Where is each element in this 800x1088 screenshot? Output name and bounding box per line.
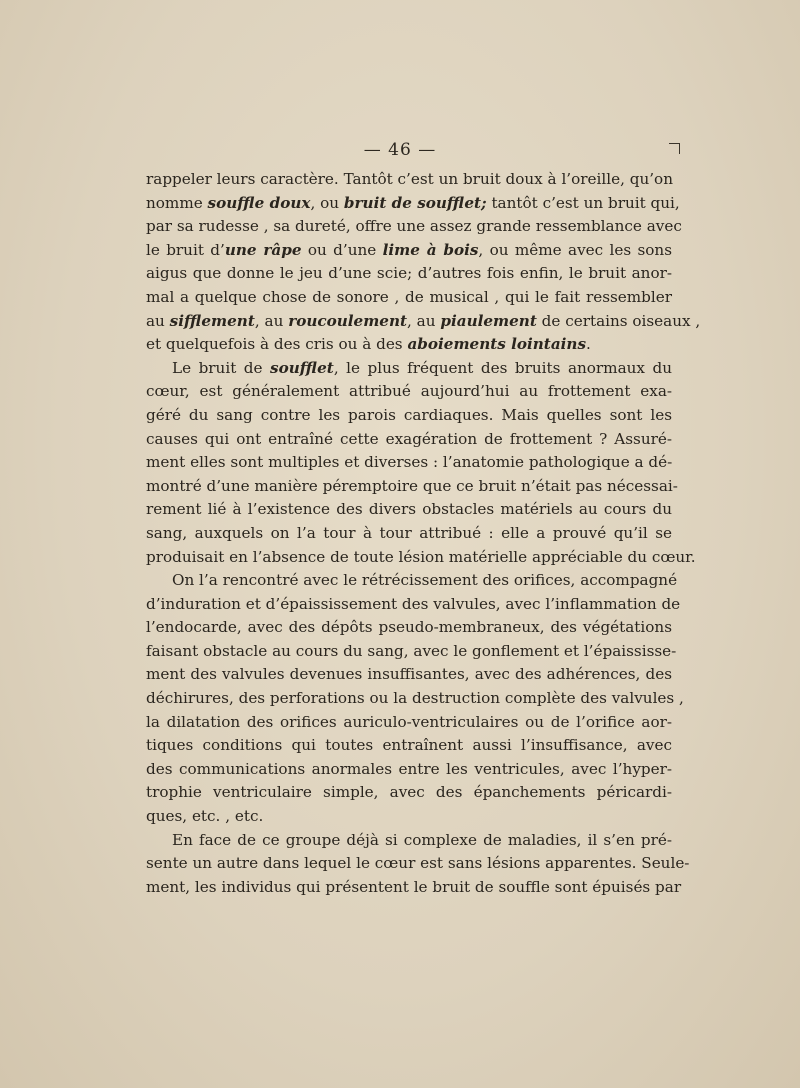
text-run: tiques conditions qui toutes entraînent aussi l’insuffisance, avec bbox=[146, 736, 672, 755]
text-run: mal a quelque chose de sonore , de musical , qui le fait ressembler bbox=[146, 287, 672, 306]
italic-phrase: soufflet bbox=[270, 358, 334, 377]
text-line bbox=[146, 522, 672, 546]
text-line bbox=[146, 404, 672, 428]
text-line bbox=[146, 546, 696, 570]
text-line bbox=[146, 805, 672, 829]
text-line bbox=[146, 286, 672, 310]
italic-phrase: aboiements lointains bbox=[407, 335, 587, 354]
text-line bbox=[146, 428, 672, 452]
italic-phrase: lime à bois bbox=[382, 240, 479, 259]
text-line bbox=[146, 734, 672, 758]
text-run: ment elles sont multiples et diverses : l’anatomie pathologique a dé- bbox=[146, 453, 673, 472]
text-line bbox=[146, 876, 682, 900]
text-line bbox=[146, 640, 677, 664]
text-run: la dilatation des orifices auriculo-ventriculaires ou de l’orifice aor- bbox=[146, 712, 672, 731]
text-line bbox=[146, 498, 672, 522]
text-run: , ou bbox=[310, 193, 344, 212]
italic-phrase: bruit de soufflet; bbox=[343, 193, 487, 212]
text-run: nomme bbox=[146, 193, 208, 212]
text-run: le bruit d’ bbox=[146, 240, 225, 259]
text-run: En face de ce groupe déjà si complexe de maladies, il s’en pré- bbox=[172, 830, 672, 849]
text-line bbox=[146, 758, 672, 782]
italic-phrase: roucoulement bbox=[288, 311, 408, 330]
text-run: ment, les individus qui présentent le bruit de souffle sont épuisés par bbox=[146, 877, 682, 896]
text-line bbox=[146, 380, 672, 404]
text-line bbox=[146, 239, 672, 263]
text-run: , le plus fréquent des bruits anormaux du bbox=[333, 358, 672, 377]
text-run: aigus que donne le jeu d’une scie; d’autres fois enfin, le bruit anor- bbox=[146, 264, 672, 283]
text-line bbox=[146, 687, 684, 711]
text-run: ques, etc. , etc. bbox=[146, 807, 264, 826]
text-run: trophie ventriculaire simple, avec des épanchements péricardi- bbox=[146, 783, 672, 802]
text-run: On l’a rencontré avec le rétrécissement des orifices, accompagné bbox=[172, 571, 678, 590]
text-run: géré du sang contre les parois cardiaques. Mais quelles sont les bbox=[146, 405, 672, 424]
text-run: et quelquefois à des cris ou à des bbox=[146, 335, 408, 354]
text-line bbox=[146, 333, 672, 357]
corner-mark-icon bbox=[669, 143, 680, 154]
italic-phrase: souffle doux bbox=[207, 193, 311, 212]
text-run: tantôt c’est un bruit qui, bbox=[486, 193, 680, 212]
text-line bbox=[146, 569, 678, 593]
text-run: rappeler leurs caractère. Tantôt c’est un bruit doux à l’oreille, qu’on bbox=[146, 170, 673, 188]
text-line bbox=[146, 829, 672, 853]
text-run: Le bruit de bbox=[172, 358, 271, 377]
text-run: , ou même avec les sons bbox=[478, 240, 672, 259]
text-run: , au bbox=[407, 311, 441, 330]
text-run: au bbox=[146, 311, 170, 330]
text-line bbox=[146, 663, 672, 687]
text-line bbox=[146, 711, 672, 735]
italic-phrase: une râpe bbox=[224, 240, 302, 259]
text-run: sente un autre dans lequel le cœur est sans lésions apparentes. Seule- bbox=[146, 854, 690, 873]
text-run: produisait en l’absence de toute lésion matérielle appréciable du cœur. bbox=[146, 547, 696, 566]
text-run: ou d’une bbox=[301, 240, 383, 259]
text-run: déchirures, des perforations ou la destruction complète des valvules , bbox=[146, 689, 684, 708]
text-line bbox=[146, 593, 681, 617]
text-line bbox=[146, 852, 690, 876]
body-text bbox=[146, 168, 701, 899]
text-run: ment des valvules devenues insuffisantes, avec des adhérences, des bbox=[146, 665, 672, 684]
text-run: d’induration et d’épaississement des valvules, avec l’inflammation de bbox=[146, 594, 681, 613]
text-line bbox=[146, 451, 672, 475]
page-number: — 46 — bbox=[363, 140, 437, 160]
text-line bbox=[146, 781, 672, 805]
text-line bbox=[146, 168, 672, 192]
text-line bbox=[146, 357, 672, 381]
text-line bbox=[146, 310, 701, 334]
text-run: l’endocarde, avec des dépôts pseudo-membraneux, des végétations bbox=[146, 618, 672, 637]
text-run: par sa rudesse , sa dureté, offre une assez grande ressemblance avec bbox=[146, 217, 682, 236]
text-run: de certains oiseaux , bbox=[536, 311, 701, 330]
text-line bbox=[146, 192, 680, 216]
text-run: rement lié à l’existence des divers obstacles matériels au cours du bbox=[146, 500, 672, 519]
text-run: causes qui ont entraîné cette exagération de frottement ? Assuré- bbox=[146, 429, 672, 448]
text-line bbox=[146, 262, 672, 286]
text-run: des communications anormales entre les ventricules, avec l’hyper- bbox=[146, 759, 672, 778]
text-line bbox=[146, 475, 678, 499]
text-run: , au bbox=[254, 311, 289, 330]
text-run: faisant obstacle au cours du sang, avec le gonflement et l’épaississe- bbox=[146, 641, 677, 660]
text-run: sang, auxquels on l’a tour à tour attribué : elle a prouvé qu’il se bbox=[146, 523, 672, 542]
text-run: montré d’une manière péremptoire que ce bruit n’était pas nécessai- bbox=[146, 476, 678, 495]
text-run: cœur, est généralement attribué aujourd’hui au frottement exa- bbox=[146, 382, 672, 401]
italic-phrase: sifflement bbox=[169, 311, 255, 330]
text-line bbox=[146, 215, 682, 239]
text-line bbox=[146, 616, 672, 640]
text-run: . bbox=[586, 335, 591, 354]
italic-phrase: piaulement bbox=[440, 311, 537, 330]
